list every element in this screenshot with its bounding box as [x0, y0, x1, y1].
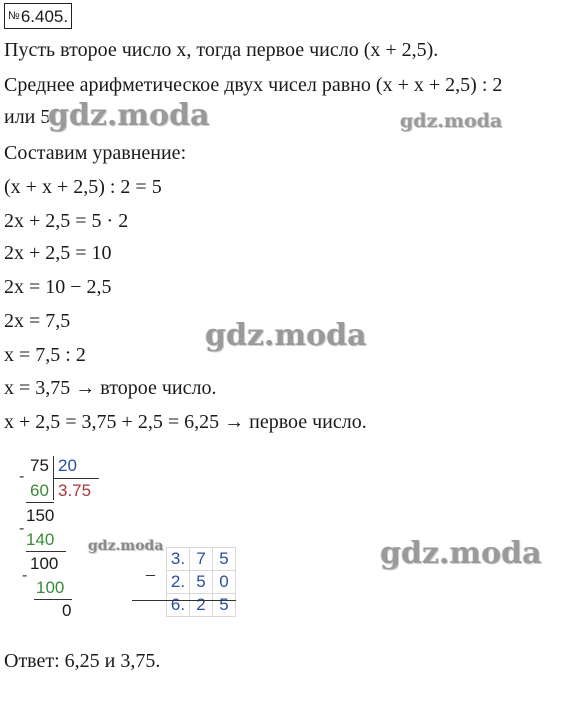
equation-line-5: 2x = 7,5	[4, 310, 71, 332]
sum-line	[132, 600, 236, 601]
equation-line-4: 2x = 10 − 2,5	[4, 276, 112, 298]
subtrahend-1: 60	[30, 481, 49, 500]
quotient: 3.75	[58, 481, 92, 500]
remainder-2: 100	[30, 554, 59, 573]
watermark-3: gdz.moda	[205, 318, 367, 353]
remainder-1: 150	[26, 506, 55, 525]
division-line-3	[34, 599, 72, 600]
addend-row-2	[167, 571, 236, 594]
dividend: 75	[30, 456, 49, 475]
watermark-4: gdz.moda	[88, 538, 164, 554]
answer: Ответ: 6,25 и 3,75.	[4, 650, 161, 672]
solution-line-3: или 5.	[4, 106, 56, 128]
equation-line-3: 2x + 2,5 = 10	[4, 242, 112, 264]
divisor: 20	[58, 456, 77, 475]
problem-number-value: 6.405.	[20, 7, 69, 26]
digit-cell: 6.	[167, 594, 190, 617]
solution-line-1: Пусть второе число x, тогда первое число (x + 2,5).	[4, 39, 439, 61]
solution-line-4: Составим уравнение:	[4, 142, 187, 164]
divisor-underline	[53, 478, 99, 479]
division-line-2	[26, 551, 66, 552]
watermark-1: gdz.moda	[48, 98, 210, 133]
addend-row-1	[167, 548, 236, 571]
division-line-1	[26, 502, 54, 503]
digit-cell: 0	[213, 571, 236, 594]
equation-line-6: x = 7,5 : 2	[4, 344, 86, 366]
digit-cell: 2.	[167, 571, 190, 594]
equation-line-8: x + 2,5 = 3,75 + 2,5 = 6,25 → первое число.	[4, 411, 367, 433]
number-sign: №	[8, 10, 20, 22]
digit-cell: 3.	[167, 548, 190, 571]
minus-sign-3: -	[22, 567, 28, 584]
minus-sign-2: -	[19, 520, 25, 537]
digit-cell: 5	[213, 594, 236, 617]
plus-sign-dash: _	[146, 560, 155, 577]
addition-grid	[166, 547, 236, 617]
digit-cell: 5	[190, 571, 213, 594]
digit-cell: 7	[190, 548, 213, 571]
subtrahend-3: 100	[36, 578, 65, 597]
equation-line-2: 2x + 2,5 = 5 · 2	[4, 210, 129, 232]
watermark-2: gdz.moda	[400, 110, 503, 132]
digit-cell: 2	[190, 594, 213, 617]
minus-sign-1: -	[19, 468, 25, 485]
sum-row	[167, 594, 236, 617]
watermark-5: gdz.moda	[380, 536, 542, 571]
final-remainder: 0	[62, 601, 72, 620]
equation-line-1: (x + x + 2,5) : 2 = 5	[4, 176, 162, 198]
digit-cell: 5	[213, 548, 236, 571]
solution-line-2: Среднее арифметическое двух чисел равно (x + x + 2,5) : 2	[4, 74, 503, 96]
subtrahend-2: 140	[26, 530, 55, 549]
equation-line-7: x = 3,75 → второе число.	[4, 377, 217, 399]
problem-number	[4, 3, 72, 29]
